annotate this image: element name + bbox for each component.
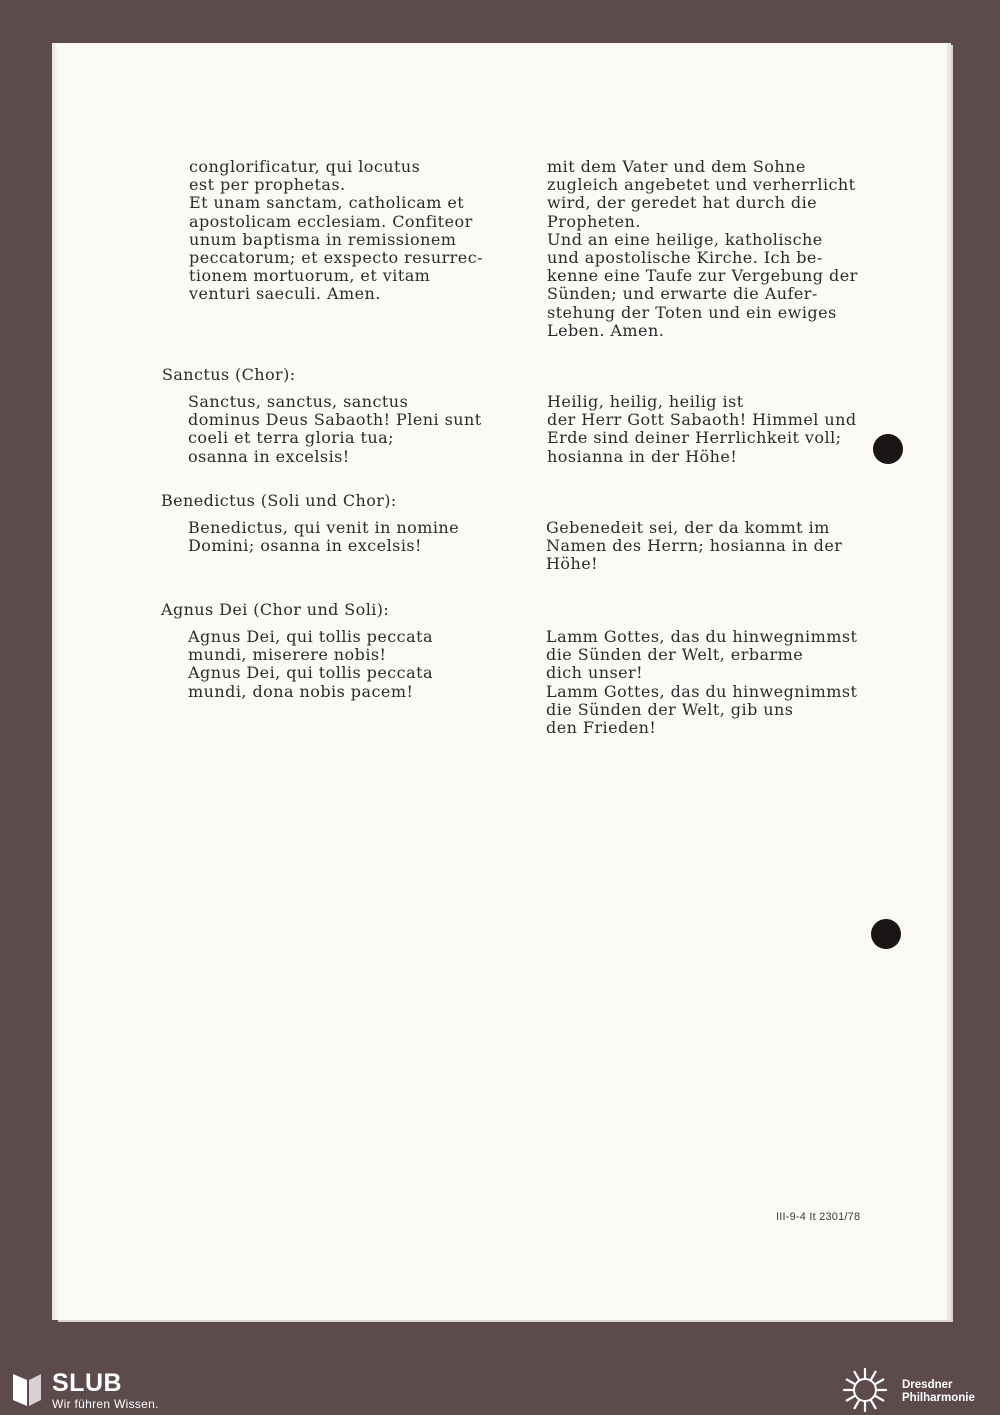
philharmonie-name xyxy=(902,1379,975,1405)
latin-credo-text: conglorificatur, qui locutus est per prophetas. Et unam sanctam, catholicam et apostolicam ecclesiam. Confiteor unum baptisma in remissionem peccatorum; et exspecto resurrec- tionem mortuorum, et vitam venturi saeculi. Amen. xyxy=(189,157,483,304)
philharmonie-line1: Dresdner xyxy=(902,1379,953,1391)
slub-logo-icon xyxy=(13,1372,41,1406)
punch-hole-icon xyxy=(873,434,903,464)
german-credo-text: mit dem Vater und dem Sohne zugleich angebetet und verherrlicht wird, der geredet hat durch die Propheten. Und an eine heilige, katholische und apostolische Kirche. Ich be- kenne eine Taufe zur Vergebung der Sünden; und erwarte die Aufer- stehung der Toten und ein ewiges Leben. Amen. xyxy=(547,157,858,340)
sanctus-latin-text: Sanctus, sanctus, sanctus dominus Deus Sabaoth! Pleni sunt coeli et terra gloria tua; osanna in excelsis! xyxy=(188,392,482,466)
benedictus-latin-text: Benedictus, qui venit in nomine Domini; osanna in excelsis! xyxy=(188,518,460,556)
footer-bar xyxy=(0,1365,1000,1415)
punch-hole-icon xyxy=(871,919,901,949)
sanctus-heading: Sanctus (Chor): xyxy=(162,365,296,384)
philharmonie-logo-icon xyxy=(840,1368,890,1412)
benedictus-german-text: Gebenedeit sei, der da kommt im Namen des Herrn; hosianna in der Höhe! xyxy=(546,518,843,574)
page-edge-shadow xyxy=(52,43,58,1320)
agnus-dei-latin-text: Agnus Dei, qui tollis peccata mundi, miserere nobis! Agnus Dei, qui tollis peccata mundi, dona nobis pacem! xyxy=(188,627,433,701)
sanctus-german-text: Heilig, heilig, heilig ist der Herr Gott Sabaoth! Himmel und Erde sind deiner Herrlichkeit voll; hosianna in der Höhe! xyxy=(547,392,857,466)
slub-tagline: Wir führen Wissen. xyxy=(52,1397,159,1411)
philharmonie-line2: Philharmonie xyxy=(902,1392,975,1404)
slub-name: SLUB xyxy=(52,1369,123,1397)
agnus-dei-german-text: Lamm Gottes, das du hinwegnimmst die Sünden der Welt, erbarme dich unser! Lamm Gottes, das du hinwegnimmst die Sünden der Welt, gib uns den Frieden! xyxy=(546,627,858,738)
print-code: III-9-4 It 2301/78 xyxy=(776,1211,861,1223)
agnus-dei-heading: Agnus Dei (Chor und Soli): xyxy=(161,600,390,619)
benedictus-heading: Benedictus (Soli und Chor): xyxy=(161,491,397,510)
